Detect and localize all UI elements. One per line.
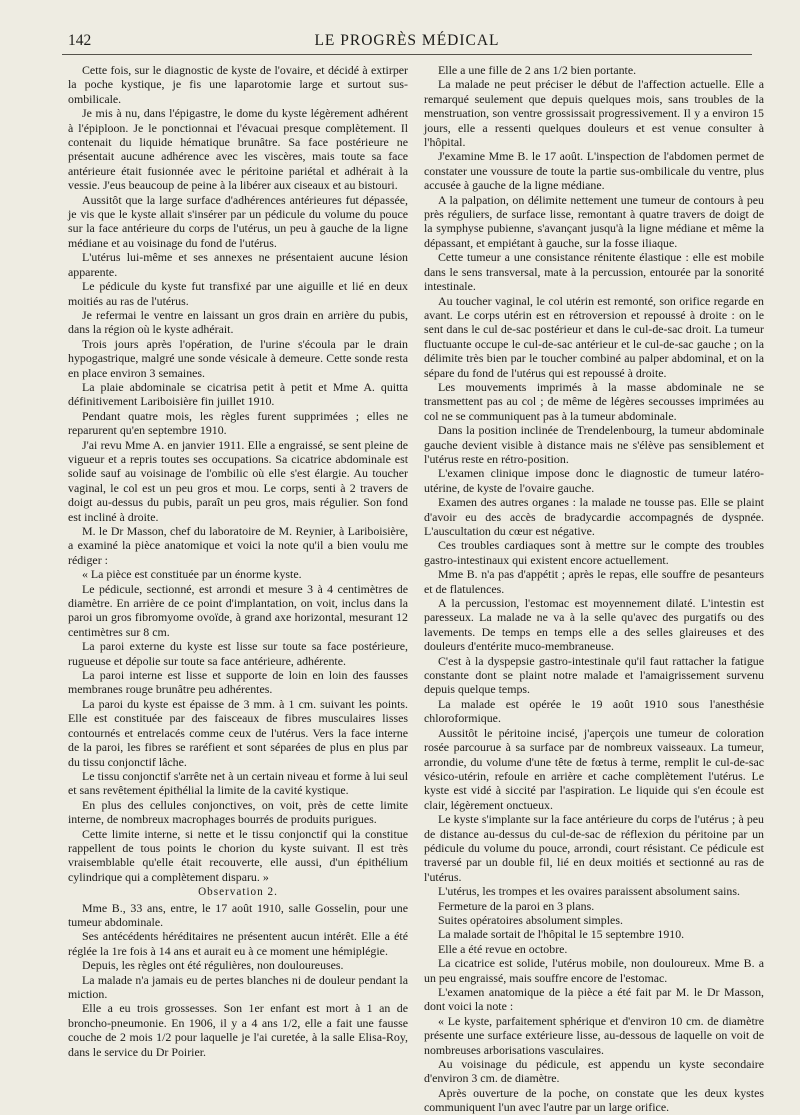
paragraph: Elle a eu trois grossesses. Son 1er enfant est mort à 1 an de broncho-pneumonie. En 1906, il y a 4 ans 1/2, elle a fait une fausse couche de 2 mois 1/2 pour laquelle je l'ai curetée, à la salle Elisa-Roy, dans le service du Dr Poirier. bbox=[68, 1001, 408, 1059]
paragraph: Je mis à nu, dans l'épigastre, le dome du kyste légèrement adhérent à l'épiploon. Je le ponctionnai et l'évacuai presque complètement. Il contenait du liquide hématique brunâtre. Sa face postérieure ne présentait aucune adhérence avec les viscères, mais toute sa face antérieure était fusionnée avec le péritoine pariétal et adhérait à la vessie. J'eus beaucoup de peine à la libérer aux ciseaux et au bistouri. bbox=[68, 106, 408, 193]
left-column bbox=[68, 63, 408, 1059]
paragraph: Cette limite interne, si nette et le tissu conjonctif qui la constitue rappellent de tous points le chorion du kyste suivant. Il est très vraisemblable qu'elle était recouverte, elle aussi, d'un épithélium cylindrique qui a complètement disparu. » bbox=[68, 826, 408, 884]
paragraph: La paroi interne est lisse et supporte de loin en loin des fausses membranes rouge brunâtre peu adhérentes. bbox=[68, 668, 408, 697]
paragraph: Mme B., 33 ans, entre, le 17 août 1910, salle Gosselin, pour une tumeur abdominale. bbox=[68, 900, 408, 929]
paragraph: La plaie abdominale se cicatrisa petit à petit et Mme A. quitta définitivement Lariboisière fin juillet 1910. bbox=[68, 379, 408, 409]
paragraph: J'ai revu Mme A. en janvier 1911. Elle a engraissé, se sent pleine de vigueur et a repris toutes ses occupations. Sa cicatrice abdominale est solide sauf au voisinage de l'ombilic où elle s'est élargie. Au toucher vaginal, le col est un peu gros et mou. Le corps, senti à 2 travers de doigt au-dessus du pubis, paraît un peu gros, mais régulier. Son fond est incliné à droite. bbox=[68, 437, 408, 524]
paragraph: Je refermai le ventre en laissant un gros drain en arrière du pubis, dans la région où le kyste adhérait. bbox=[68, 307, 408, 337]
paragraph: La malade n'a jamais eu de pertes blanches ni de douleur pendant la miction. bbox=[68, 972, 408, 1001]
paragraph: La malade ne peut préciser le début de l'affection actuelle. Elle a remarqué seulement que depuis quelques mois, sans troubles de la menstruation, son ventre grossissait progressivement. Il y a environ 15 jours, elle a ressenti quelques douleurs et est venue consulter à l'hôpital. bbox=[424, 77, 764, 150]
page-header bbox=[62, 30, 752, 55]
paragraph: L'examen anatomique de la pièce a été fait par M. le Dr Masson, dont voici la note : bbox=[424, 985, 764, 1014]
paragraph: M. le Dr Masson, chef du laboratoire de M. Reynier, à Lariboisière, a examiné la pièce anatomique et voici la note qu'il a bien voulu me rédiger : bbox=[68, 524, 408, 567]
page-number: 142 bbox=[68, 32, 92, 49]
paragraph: Le kyste s'implante sur la face antérieure du corps de l'utérus ; à peu de distance au-dessus du cul-de-sac de réflexion du péritoine par un pédicule du volume du pouce, arrondi, court résistant. Ce pédicule est traversé par un double fil, lié en deux moitiés et sectionné au ras de l'utérus. bbox=[424, 812, 764, 884]
paragraph: L'utérus, les trompes et les ovaires paraissent absolument sains. bbox=[438, 884, 740, 899]
paragraph: Les mouvements imprimés à la masse abdominale ne se transmettent pas au col ; de même de légères secousses imprimées au col ne se communiquent pas à la tumeur abdominale. bbox=[424, 379, 764, 423]
paragraph: Elle a une fille de 2 ans 1/2 bien portante. bbox=[438, 63, 637, 77]
paragraph: Cette fois, sur le diagnostic de kyste de l'ovaire, et décidé à extirper la poche kystique, je fis une laparotomie large et surtout sus-ombilicale. bbox=[68, 63, 408, 106]
paragraph: Fermeture de la paroi en 3 plans. bbox=[438, 898, 595, 913]
paragraph: L'utérus lui-même et ses annexes ne présentaient aucune lésion apparente. bbox=[68, 250, 408, 279]
paragraph: J'examine Mme B. le 17 août. L'inspection de l'abdomen permet de constater une voussure de toute la partie sus-ombilicale du ventre, plus accusée à gauche de la ligne médiane. bbox=[424, 149, 764, 193]
paragraph: « Le kyste, parfaitement sphérique et d'environ 10 cm. de diamètre présente une surface extérieure lisse, au-dessous de laquelle on voit de nombreuses arborisations vasculaires. bbox=[424, 1013, 764, 1057]
paragraph: L'examen clinique impose donc le diagnostic de tumeur latéro-utérine, de kyste de l'ovaire gauche. bbox=[424, 466, 764, 495]
paragraph: La cicatrice est solide, l'utérus mobile, non douloureux. Mme B. a un peu engraissé, mais souffre encore de l'estomac. bbox=[424, 956, 764, 985]
paragraph: Au voisinage du pédicule, est appendu un kyste secondaire d'environ 3 cm. de diamètre. bbox=[424, 1057, 764, 1086]
paragraph: La malade est opérée le 19 août 1910 sous l'anesthésie chloroformique. bbox=[424, 696, 764, 726]
paragraph: « La pièce est constituée par un énorme kyste. bbox=[82, 567, 302, 582]
paragraph: Depuis, les règles ont été régulières, non douloureuses. bbox=[82, 958, 344, 973]
section-heading: Observation 2. bbox=[198, 886, 278, 899]
paragraph: Le pédicule, sectionné, est arrondi et mesure 3 à 4 centimètres de diamètre. En arrière de ce point d'implantation, on voit, inclus dans la paroi un gros fibromyome ovoïde, à grand axe horizontal, mesurant 12 centimètres sur 8 cm. bbox=[68, 581, 408, 639]
paragraph: En plus des cellules conjonctives, on voit, près de cette limite interne, de nombreux macrophages bourrés de produits purigues. bbox=[68, 797, 408, 827]
paragraph: Trois jours après l'opération, de l'urine s'écoula par le drain hypogastrique, malgré une sonde vésicale à demeure. Cette sonde resta en place environ 3 semaines. bbox=[68, 336, 408, 380]
paragraph: Dans la position inclinée de Trendelenbourg, la tumeur abdominale gauche devient visible à distance mais ne s'élève pas sensiblement et l'utérus reste en rétro-position. bbox=[424, 423, 764, 466]
right-column bbox=[424, 63, 764, 1115]
paragraph: Ses antécédents héréditaires ne présentent aucun intérêt. Elle a été réglée la 1re fois à 14 ans et aurait eu à ce moment une hémiplégie. bbox=[68, 929, 408, 958]
paragraph: Aussitôt que la large surface d'adhérences antérieures fut dépassée, je vis que le kyste allait s'insérer par un pédicule du volume du pouce sur la face antérieure du corps de l'utérus, un peu à gauche de la ligne médiane et au voisinage du fond de l'utérus. bbox=[68, 192, 408, 250]
paragraph: Aussitôt le péritoine incisé, j'aperçois une tumeur de coloration rosée parcourue à sa surface par de nombreux vaisseaux. La tumeur, arrondie, du volume d'une tête de fœtus à terme, remplit le cul-de-sac vésico-utérin, refoule en arrière et cache complètement l'utérus. Le kyste est vidé à siccité par l'aspiration. Le liquide qui s'en écoule est clair, légèrement onctueux. bbox=[424, 725, 764, 812]
paragraph: Ces troubles cardiaques sont à mettre sur le compte des troubles gastro-intestinaux qui existent encore actuellement. bbox=[424, 538, 764, 567]
paragraph: Suites opératoires absolument simples. bbox=[438, 912, 623, 927]
paragraph: La malade sortait de l'hôpital le 15 septembre 1910. bbox=[438, 927, 685, 942]
paragraph: Mme B. n'a pas d'appétit ; après le repas, elle souffre de pesanteurs et de flatulences. bbox=[424, 567, 764, 596]
paragraph: Pendant quatre mois, les règles furent supprimées ; elles ne reparurent qu'en septembre 1910. bbox=[68, 408, 408, 438]
paragraph: La paroi externe du kyste est lisse sur toute sa face postérieure, rugueuse et dépolie sur toute sa face antérieure, adhérente. bbox=[68, 639, 408, 668]
paragraph: Le pédicule du kyste fut transfixé par une aiguille et lié en deux moitiés au ras de l'utérus. bbox=[68, 279, 408, 308]
paragraph: A la palpation, on délimite nettement une tumeur de contours à peu près réguliers, de surface lisse, remontant à quatre travers de doigt de la symphyse pubienne, s'avançant jusqu'à la ligne médiane et même la dépassant, et empiétant à gauche, sur la fosse iliaque. bbox=[424, 192, 764, 250]
journal-title: LE PROGRÈS MÉDICAL bbox=[314, 32, 500, 49]
paragraph: La paroi du kyste est épaisse de 3 mm. à 1 cm. suivant les points. Elle est constituée par des faisceaux de fibres musculaires lisses contournés et entrelacés comme ceux de l'utérus. Vers la face interne de la paroi, les fibres se raréfient et sont séparées de plus en plus par du tissu conjonctif lâche. bbox=[68, 696, 408, 769]
paragraph: C'est à la dyspepsie gastro-intestinale qu'il faut rattacher la fatigue constante dont se plaint notre malade et l'amaigrissement survenu depuis quelque temps. bbox=[424, 653, 764, 697]
paragraph: Cette tumeur a une consistance rénitente élastique : elle est mobile dans le sens transversal, mate à la percussion, entourée par la sonorité intestinale. bbox=[424, 250, 764, 294]
paragraph: A la percussion, l'estomac est moyennement dilaté. L'intestin est paresseux. La malade ne va à la selle qu'avec des purgatifs ou des lavements. De temps en temps elle a des selles glaireuses et des douleurs d'entérite muco-membraneuse. bbox=[424, 596, 764, 654]
paragraph: Elle a été revue en octobre. bbox=[438, 941, 568, 956]
paragraph: Le tissu conjonctif s'arrête net à un certain niveau et forme à lui seul et sans revêtement épithélial la limite de la cavité kystique. bbox=[68, 768, 408, 798]
paragraph: Examen des autres organes : la malade ne tousse pas. Elle se plaint d'avoir eu des accès de bradycardie accompagnés de dyspnée. L'auscultation du cœur est négative. bbox=[424, 495, 764, 538]
paragraph: Après ouverture de la poche, on constate que les deux kystes communiquent l'un avec l'autre par un large orifice. bbox=[424, 1085, 764, 1115]
paragraph: Au toucher vaginal, le col utérin est remonté, son orifice regarde en avant. Le corps utérin est en rétroversion et repoussé à droite : on le sent dans le cul de-sac postérieur et dans le cul-de-sac droit. La tumeur fluctuante occupe le cul-de-sac antérieur et le cul-de-sac gauche ; on la délimite très bien par le toucher combiné au palper abdominal, et on la sépare du fond de l'utérus qui est repoussé à droite. bbox=[424, 293, 764, 380]
